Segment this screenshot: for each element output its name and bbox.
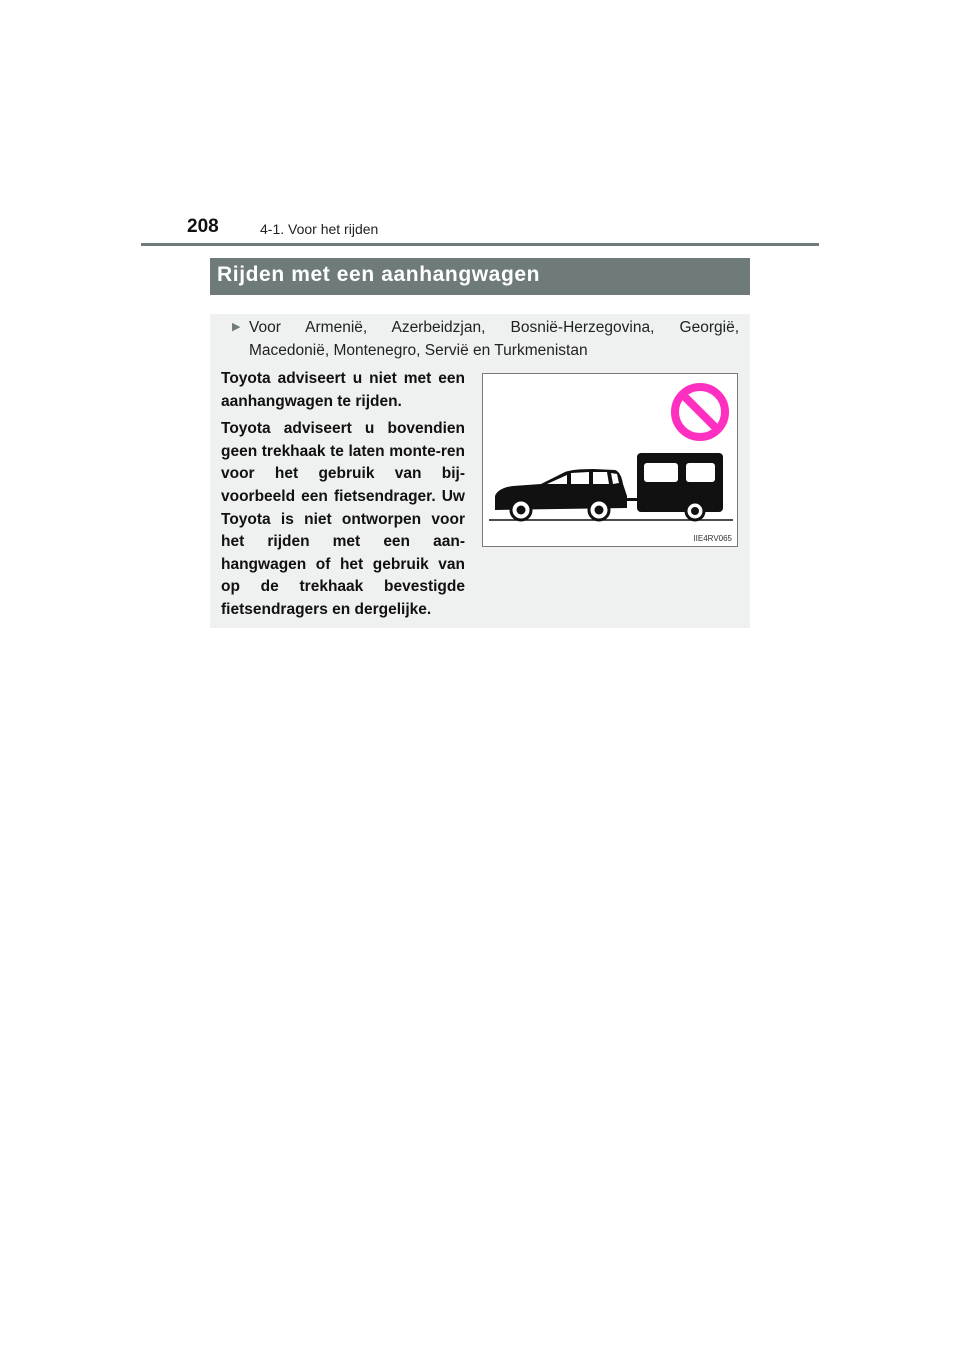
car-with-trailer-image [483, 374, 739, 548]
page-number: 208 [187, 216, 219, 237]
content-box [210, 314, 750, 628]
region-note: Voor Armenië, Azerbeidzjan, Bosnië-Herzegovina, Georgië, Macedonië, Montenegro, Servië en Turkmenistan [249, 319, 739, 359]
paragraph-1: Toyota adviseert u niet met een aanhangwagen te rijden. [221, 370, 465, 410]
towing-illustration [482, 373, 738, 547]
chapter-title: 4-1. Voor het rijden [260, 221, 379, 237]
triangle-bullet-icon: ▶ [232, 321, 241, 333]
section-header [210, 258, 750, 295]
prohibited-icon [675, 387, 725, 437]
paragraph-2: Toyota adviseert u bovendien geen trekhaak te laten monte-ren voor het gebruik van bij-voorbeeld een fietsendrager. Uw Toyota is niet ontworpen voor het rijden met een aan-hangwagen of het gebruik van op de trekhaak bevestigde fietsendragers en dergelijke. [221, 420, 465, 618]
section-title: Rijden met een aanhangwagen [217, 263, 541, 286]
header-divider [141, 243, 819, 246]
image-code: IIE4RV065 [693, 534, 732, 543]
body-text [221, 368, 465, 627]
